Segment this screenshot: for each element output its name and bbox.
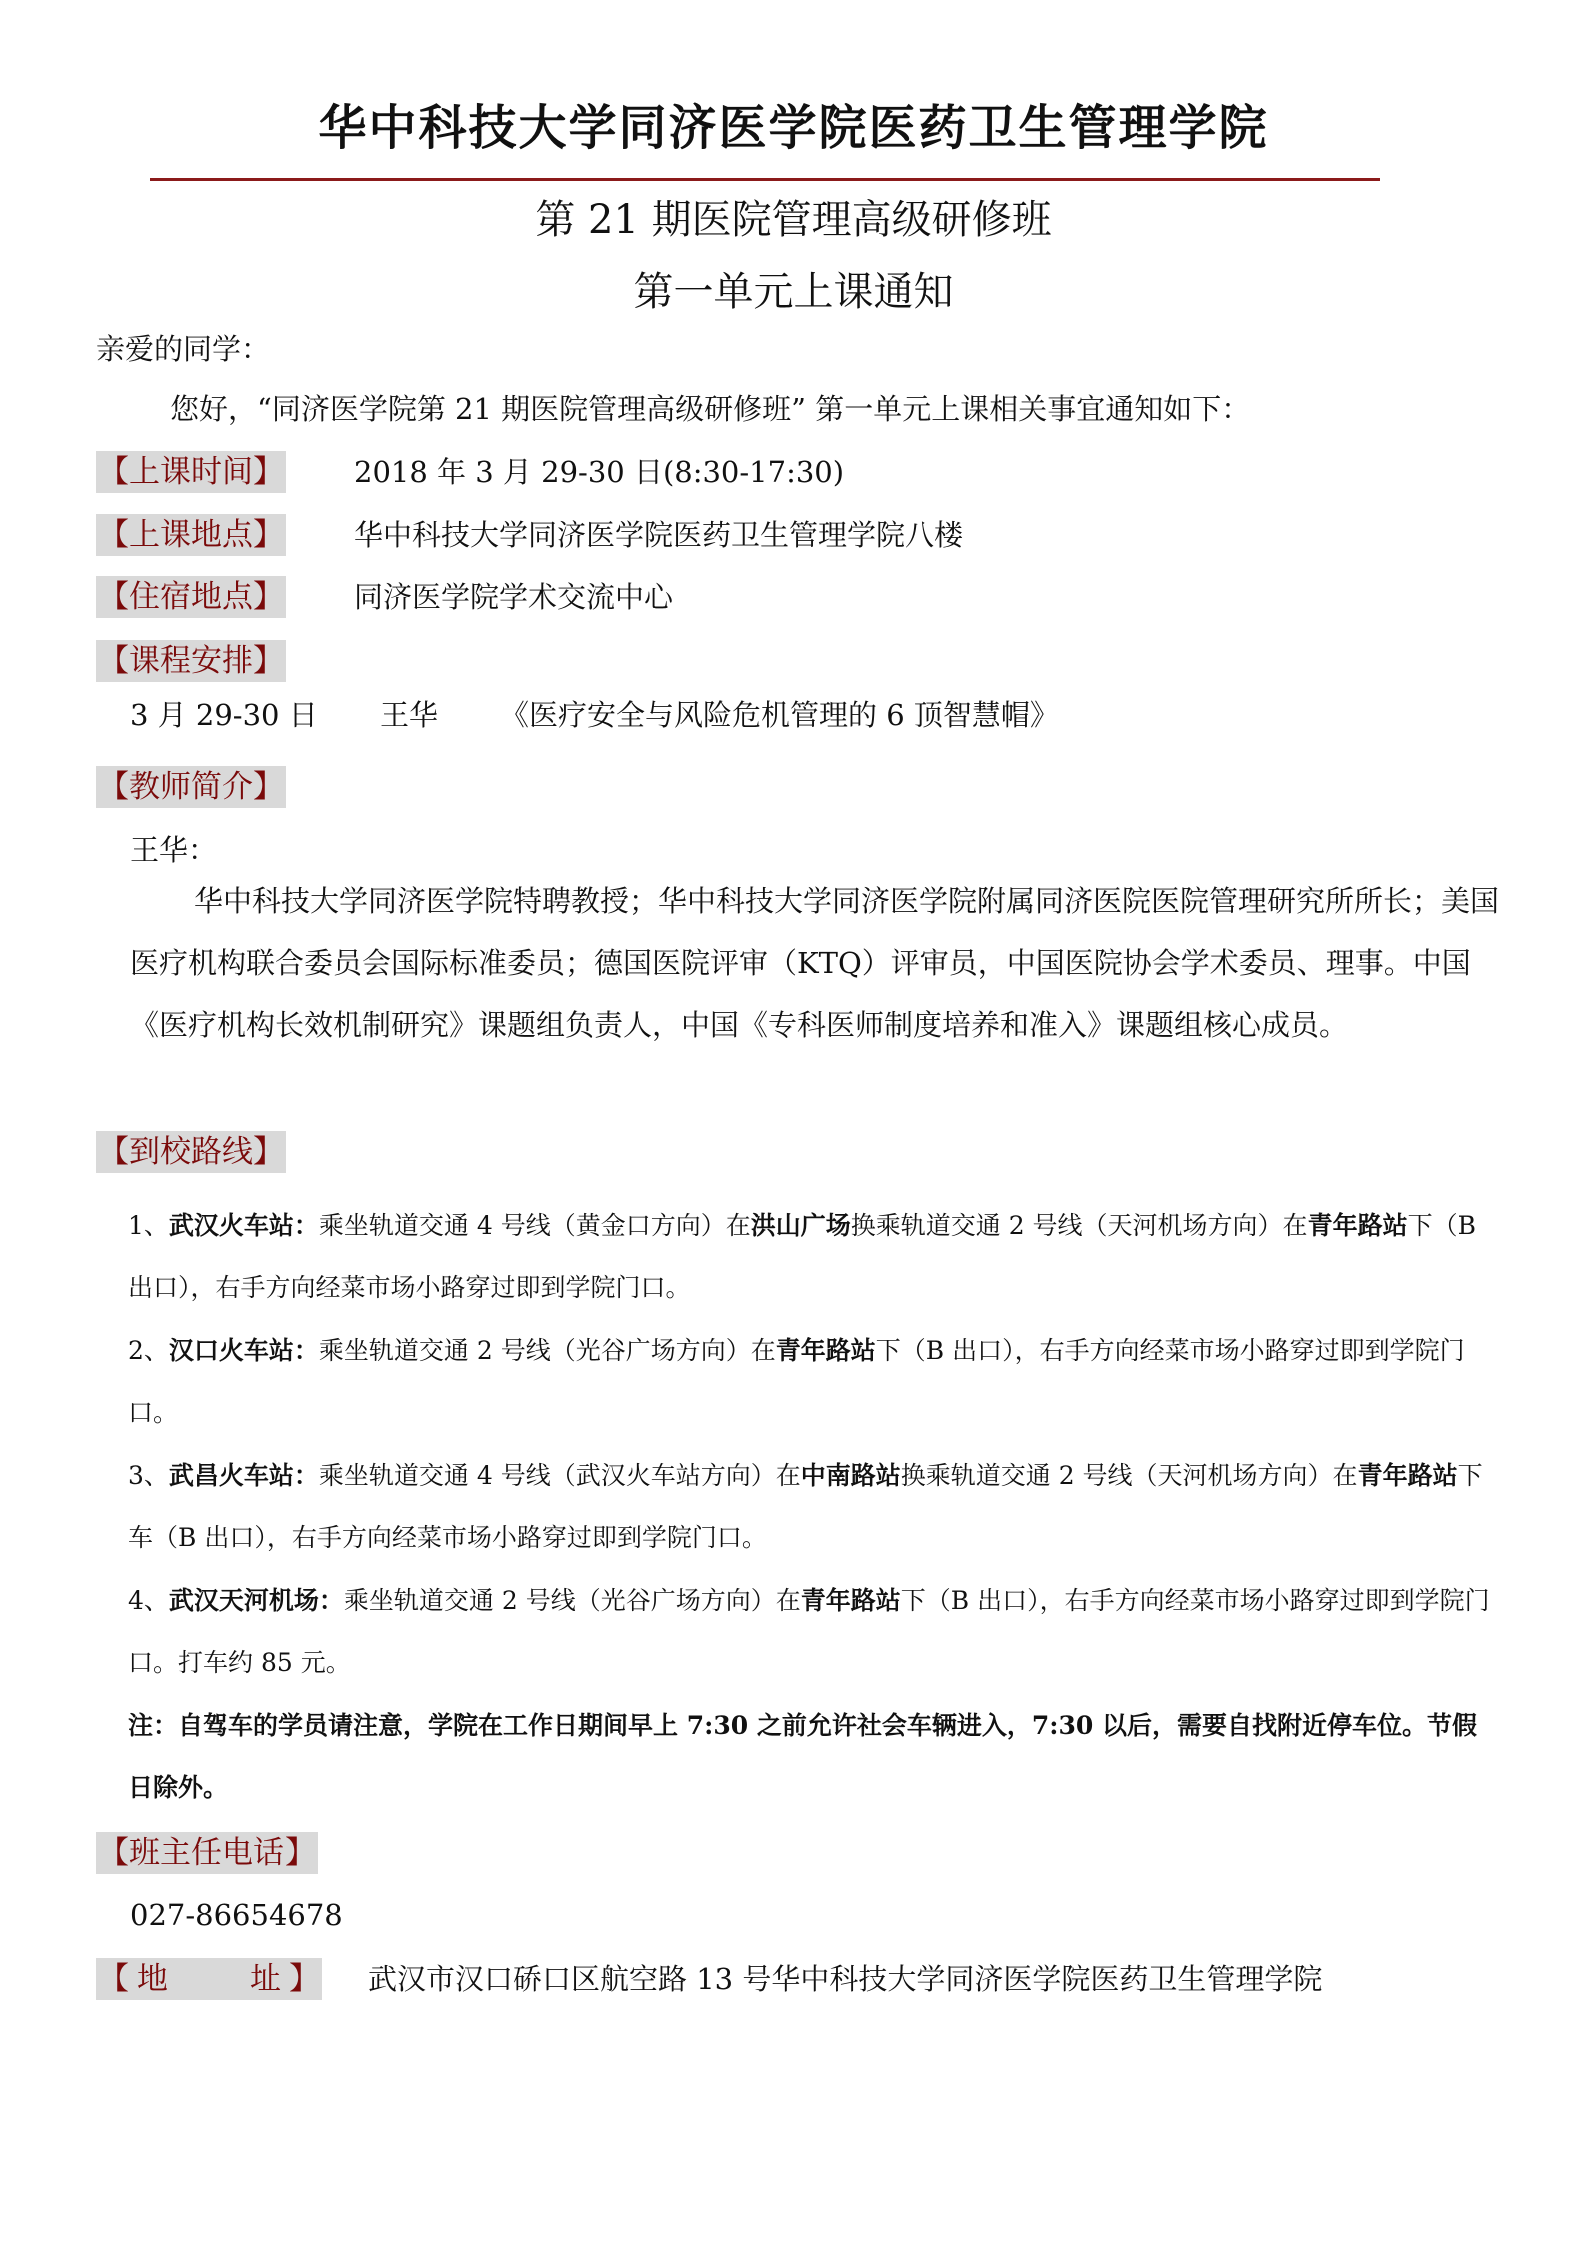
route-station: 武汉火车站： [168,1211,319,1240]
label-bracket-open: 【 [98,454,129,490]
teacher-bio: 华中科技大学同济医学院特聘教授；华中科技大学同济医学院附属同济医院医院管理研究所所长；美国医疗机构联合委员会国际标准委员；德国医院评审（KTQ）评审员，中国医院协会学术委员、理事。中国《医疗机构长效机制研究》课题组负责人，中国《专科医师制度培养和准入》课题组核心成员。 [130,884,1500,1042]
label-phone [96,1832,318,1874]
label-bracket-close: 】 [253,517,284,553]
label-bracket-open: 【 [98,769,129,805]
route-item [128,1195,1498,1319]
route-stop: 中南路站 [800,1461,901,1490]
route-number: 3、 [128,1461,169,1490]
route-text: 乘坐轨道交通 4 号线（武汉火车站方向）在 [318,1461,801,1490]
course-title: 第 21 期医院管理高级研修班 [535,197,1052,243]
route-stop: 青年路站 [1357,1461,1458,1490]
route-text: 下（B 出口），右手方向经菜市场小路穿过即到学院门口。 [128,1336,1465,1427]
label-routes [96,1131,286,1173]
label-schedule [96,640,286,682]
institution-header: 华中科技大学同济医学院医药卫生管理学院 [318,100,1269,156]
route-stop: 青年路站 [775,1336,876,1365]
route-text: 换乘轨道交通 2 号线（天河机场方向）在 [850,1211,1308,1240]
label-bracket-open: 【 [98,1835,129,1871]
label-lodging [96,576,286,618]
label-bracket-open: 【 [98,643,129,679]
route-station: 汉口火车站： [168,1336,319,1365]
label-bracket-open: 【 [98,517,129,553]
notice-title: 第一单元上课通知 [633,269,954,315]
label-bracket-close: 】 [253,769,284,805]
schedule-topic: 《医疗安全与风险危机管理的 6 顶智慧帽》 [500,698,1059,732]
intro-text: 您好，“同济医学院第 21 期医院管理高级研修班” 第一单元上课相关事宜通知如下： [170,392,1251,426]
class-location-value: 华中科技大学同济医学院医药卫生管理学院八楼 [354,518,964,552]
route-text: 乘坐轨道交通 2 号线（光谷广场方向）在 [343,1586,801,1615]
label-bracket-close: 】 [253,579,284,615]
label-text: 住宿地点 [129,579,253,615]
route-item [128,1445,1498,1569]
address-value: 武汉市汉口硚口区航空路 13 号华中科技大学同济医学院医药卫生管理学院 [368,1962,1323,1996]
label-class-time [96,451,286,493]
label-class-location [96,514,286,556]
class-time-value: 2018 年 3 月 29-30 日(8:30-17:30) [354,455,845,489]
label-text: 上课时间 [129,454,253,490]
label-bracket-close: 】 [285,1835,316,1871]
label-text: 上课地点 [129,517,253,553]
label-text: 班主任电话 [129,1835,284,1871]
route-number: 1、 [128,1211,169,1240]
route-number: 2、 [128,1336,169,1365]
label-bracket-open: 【 [98,579,129,615]
route-item [128,1320,1498,1444]
schedule-teacher: 王华 [380,698,439,732]
route-number: 4、 [128,1586,169,1615]
label-bracket-close: 】 [253,454,284,490]
label-teacher-intro [96,766,286,808]
route-stop: 洪山广场 [750,1211,851,1240]
label-bracket-close: 】 [253,1134,284,1170]
label-bracket-close: 】 [289,1961,320,1997]
header-divider [150,178,1380,181]
schedule-date: 3 月 29-30 日 [130,698,318,732]
label-text: 教师简介 [129,769,253,805]
label-bracket-open: 【 [98,1134,129,1170]
route-text: 下车（B 出口），右手方向经菜市场小路穿过即到学院门口。 [128,1461,1483,1552]
label-address [96,1958,322,2000]
route-text: 下（B 出口），右手方向经菜市场小路穿过即到学院门口。打车约 85 元。 [128,1586,1490,1677]
parking-note: 注：自驾车的学员请注意，学院在工作日期间早上 7:30 之前允许社会车辆进入，7:30 以后，需要自找附近停车位。节假日除外。 [128,1711,1477,1802]
route-station: 武汉天河机场： [168,1586,344,1615]
route-text: 下（B 出口），右手方向经菜市场小路穿过即到学院门口。 [128,1211,1476,1302]
label-text: 到校路线 [129,1134,253,1170]
route-item [128,1570,1498,1694]
phone-value: 027-86654678 [130,1898,343,1932]
greeting: 亲爱的同学： [96,332,271,366]
route-text: 换乘轨道交通 2 号线（天河机场方向）在 [900,1461,1358,1490]
route-stop: 青年路站 [1307,1211,1408,1240]
route-text: 乘坐轨道交通 4 号线（黄金口方向）在 [318,1211,751,1240]
route-stop: 青年路站 [800,1586,901,1615]
label-text: 地 址 [137,1961,281,1997]
label-bracket-open: 【 [98,1961,129,1997]
teacher-name: 王华： [130,833,218,867]
route-station: 武昌火车站： [168,1461,319,1490]
label-bracket-close: 】 [253,643,284,679]
label-text: 课程安排 [129,643,253,679]
lodging-value: 同济医学院学术交流中心 [354,580,674,614]
route-text: 乘坐轨道交通 2 号线（光谷广场方向）在 [318,1336,776,1365]
